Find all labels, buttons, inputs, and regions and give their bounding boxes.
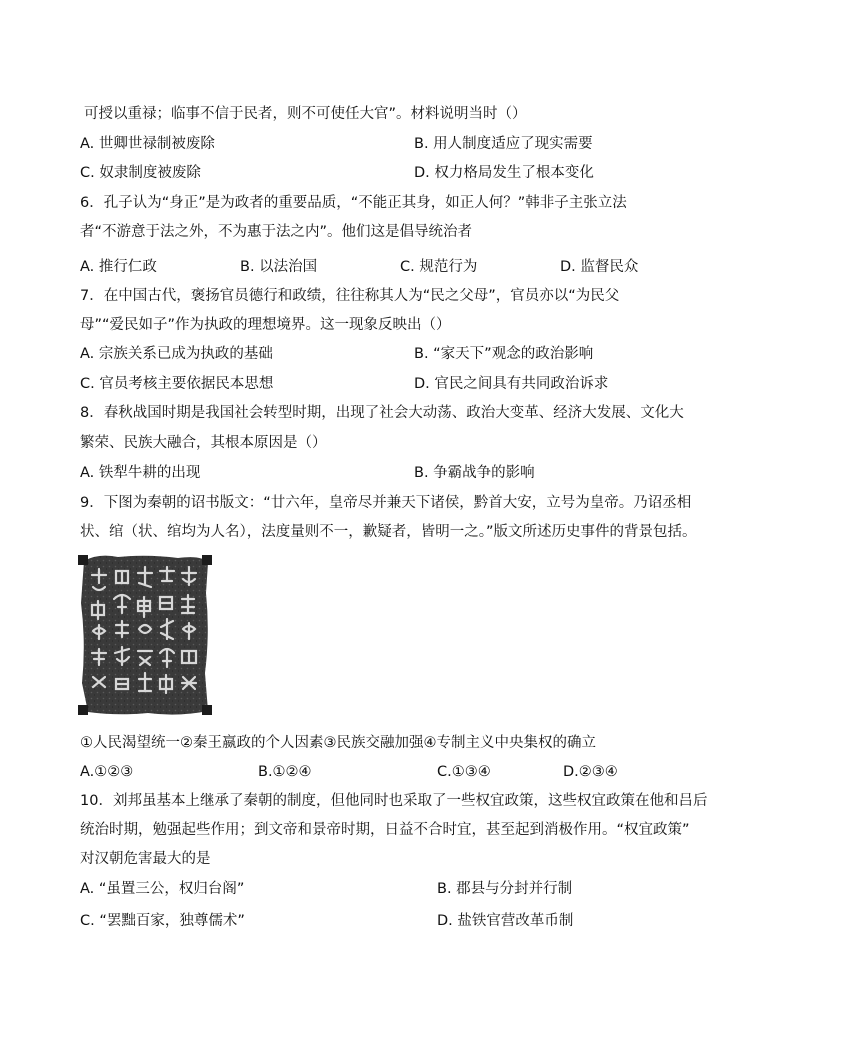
q8-option-b: B. 争霸战争的影响: [414, 465, 535, 481]
q5-stem-tail: 可授以重禄；临事不信于民者，则不可使任大官”。材料说明当时（）: [84, 106, 527, 122]
q5-option-d: D. 权力格局发生了根本变化: [414, 165, 594, 181]
q9-option-d: D.②③④: [563, 764, 618, 780]
q10-option-c: C. “罢黜百家，独尊儒术”: [80, 913, 245, 929]
q9-stem-line-2: 状、绾（状、绾均为人名），法度量则不一，歉疑者，皆明一之。”版文所述历史事件的背景包括。: [80, 524, 697, 540]
q10-option-a: A. “虽置三公，权归台阁”: [80, 881, 245, 897]
q10-stem-line-2: 统治时期，勉强起些作用；到文帝和景帝时期，日益不合时宜，甚至起到消极作用。“权宜政策”: [80, 822, 690, 838]
q7-option-a: A. 宗族关系已成为执政的基础: [80, 346, 273, 362]
q8-stem-line-2: 繁荣、民族大融合，其根本原因是（）: [80, 435, 327, 451]
q5-option-b: B. 用人制度适应了现实需要: [414, 136, 593, 152]
q9-factors: ①人民渴望统一②秦王嬴政的个人因素③民族交融加强④专制主义中央集权的确立: [80, 735, 596, 751]
q7-option-c: C. 官员考核主要依据民本思想: [80, 376, 274, 392]
q9-option-c: C.①③④: [437, 764, 491, 780]
q8-stem-line-1: 8．春秋战国时期是我国社会转型时期，出现了社会大动荡、政治大变革、经济大发展、文化大: [80, 405, 684, 421]
q6-option-c: C. 规范行为: [400, 259, 478, 275]
q10-option-d: D. 盐铁官营改革币制: [437, 913, 574, 929]
q6-option-b: B. 以法治国: [240, 259, 318, 275]
q10-option-b: B. 郡县与分封并行制: [437, 881, 573, 897]
qin-edict-rubbing-image: [78, 553, 212, 717]
q10-stem-line-3: 对汉朝危害最大的是: [80, 851, 211, 867]
q7-stem-line-2: 母”“爱民如子”作为执政的理想境界。这一现象反映出（）: [80, 317, 451, 333]
q8-option-a: A. 铁犁牛耕的出现: [80, 465, 201, 481]
q9-option-a: A.①②③: [80, 764, 134, 780]
q6-option-d: D. 监督民众: [560, 259, 639, 275]
q9-option-b: B.①②④: [258, 764, 312, 780]
q7-stem-line-1: 7．在中国古代，褒扬官员德行和政绩，往往称其人为“民之父母”，官员亦以“为民父: [80, 288, 620, 304]
q7-option-d: D. 官民之间具有共同政治诉求: [414, 376, 609, 392]
q10-stem-line-1: 10．刘邦虽基本上继承了秦朝的制度，但他同时也采取了一些权宜政策，这些权宜政策在他和吕后: [80, 793, 708, 809]
q6-stem-line-2: 者“不游意于法之外，不为惠于法之内”。他们这是倡导统治者: [80, 224, 473, 240]
q7-option-b: B. “家天下”观念的政治影响: [414, 346, 594, 362]
q9-stem-line-1: 9．下图为秦朝的诏书版文：“廿六年，皇帝尽并兼天下诸侯，黔首大安，立号为皇帝。乃诏丞相: [80, 495, 692, 511]
q5-option-c: C. 奴隶制度被废除: [80, 165, 201, 181]
q6-stem-line-1: 6．孔子认为“身正”是为政者的重要品质，“不能正其身，如正人何？”韩非子主张立法: [80, 195, 627, 211]
q6-option-a: A. 推行仁政: [80, 259, 157, 275]
q5-option-a: A. 世卿世禄制被废除: [80, 136, 215, 152]
